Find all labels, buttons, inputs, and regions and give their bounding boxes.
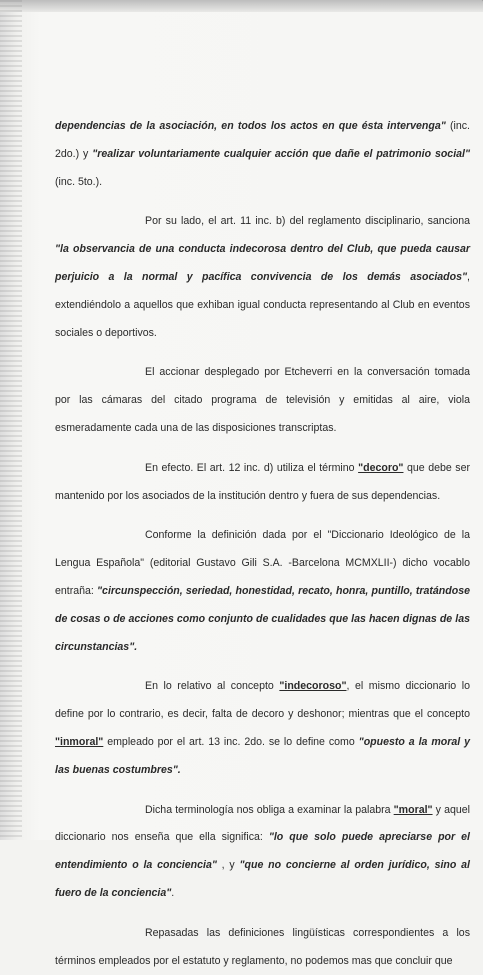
text-run: (inc. 5to.).	[55, 175, 103, 188]
quoted-citation: "circunspección, seriedad, honestidad, recato, honra, puntillo, tratándose de cosas o de acciones como conjunto de cualidades que las hacen dignas de las circunstancias".	[55, 584, 470, 653]
underlined-term: "moral"	[393, 803, 433, 816]
quoted-citation: "que no concierne al orden jurídico, sino al fuero de la conciencia"	[55, 859, 471, 899]
underlined-term: "decoro"	[358, 461, 404, 474]
text-run: , y	[216, 859, 240, 872]
text-run: Dicha terminología nos obliga a examinar la palabra	[145, 803, 394, 816]
paragraph-6	[55, 673, 470, 784]
paragraph-3	[55, 359, 470, 442]
paragraph-gap	[55, 785, 470, 797]
quoted-citation: "la observancia de una conducta indecorosa dentro del Club, que pueda causar perjuicio a la normal y pacífica convivencia de los demás asociados"	[55, 243, 470, 283]
paragraph-2	[55, 208, 470, 347]
scan-top-edge	[0, 0, 483, 12]
text-run: empleado por el art. 13 inc. 2do. se lo define como	[103, 735, 359, 748]
quoted-citation: "opuesto a la moral y las buenas costumbres".	[55, 735, 470, 776]
quoted-citation: dependencias de la asociación, en todos los actos en que ésta intervenga"	[55, 120, 446, 132]
underlined-term: "inmoral"	[55, 735, 104, 748]
paragraph-5	[55, 522, 470, 661]
text-run: Por su lado, el art. 11 inc. b) del reglamento disciplinario, sanciona	[145, 215, 470, 228]
text-run: que debe ser mantenido por los asociados de la institución dentro y fuera de sus dependencias.	[55, 461, 471, 502]
paragraph-gap	[55, 661, 470, 673]
paragraph-gap	[55, 510, 470, 522]
text-run: Conforme la definición dada por el "Diccionario Ideológico de la Lengua Española" (editorial Gustavo Gili S.A. -Barcelona MCMXLII-) dicho vocablo entraña:	[55, 529, 470, 597]
text-run: En lo relativo al concepto	[145, 680, 280, 693]
text-run: , el mismo diccionario lo define por lo contrario, es decir, falta de decoro y deshonor; mientras que el concepto	[55, 680, 470, 721]
text-run: y aquel diccionario nos enseña que ella significa:	[55, 803, 470, 844]
scan-binding-edge	[0, 0, 22, 840]
text-run: , extendiéndolo a aquellos que exhiban igual conducta representando al Club en eventos sociales o deportivos.	[55, 270, 470, 339]
text-run: El accionar desplegado por Etcheverri en la conversación tomada por las cámaras del citado programa de televisión y emitidas al aire, viola esmeradamente cada una de las disposiciones transcriptas.	[55, 366, 470, 434]
quoted-citation: "lo que solo puede apreciarse por el entendimiento o la conciencia"	[55, 831, 470, 872]
paragraph-gap	[55, 196, 470, 208]
paragraph-gap	[55, 908, 470, 920]
text-run: Repasadas las definiciones lingüísticas correspondientes a los términos empleados por el estatuto y reglamento, no podemos mas que concluir que	[55, 926, 470, 967]
paragraph-1	[55, 113, 470, 196]
paragraph-7	[55, 797, 470, 908]
paragraph-8	[55, 920, 470, 975]
page-fold-line	[412, 0, 483, 110]
underlined-term: "indecoroso"	[279, 680, 347, 693]
paragraph-gap	[55, 443, 470, 455]
text-run: .	[171, 886, 175, 899]
text-run: En efecto. El art. 12 inc. d) utiliza el término	[145, 461, 359, 474]
paragraph-4	[55, 455, 470, 511]
paragraph-gap	[55, 347, 470, 359]
quoted-citation: "realizar voluntariamente cualquier acción que dañe el patrimonio social"	[92, 147, 470, 160]
document-body	[55, 113, 470, 975]
text-run: (inc. 2do.) y	[55, 120, 470, 160]
